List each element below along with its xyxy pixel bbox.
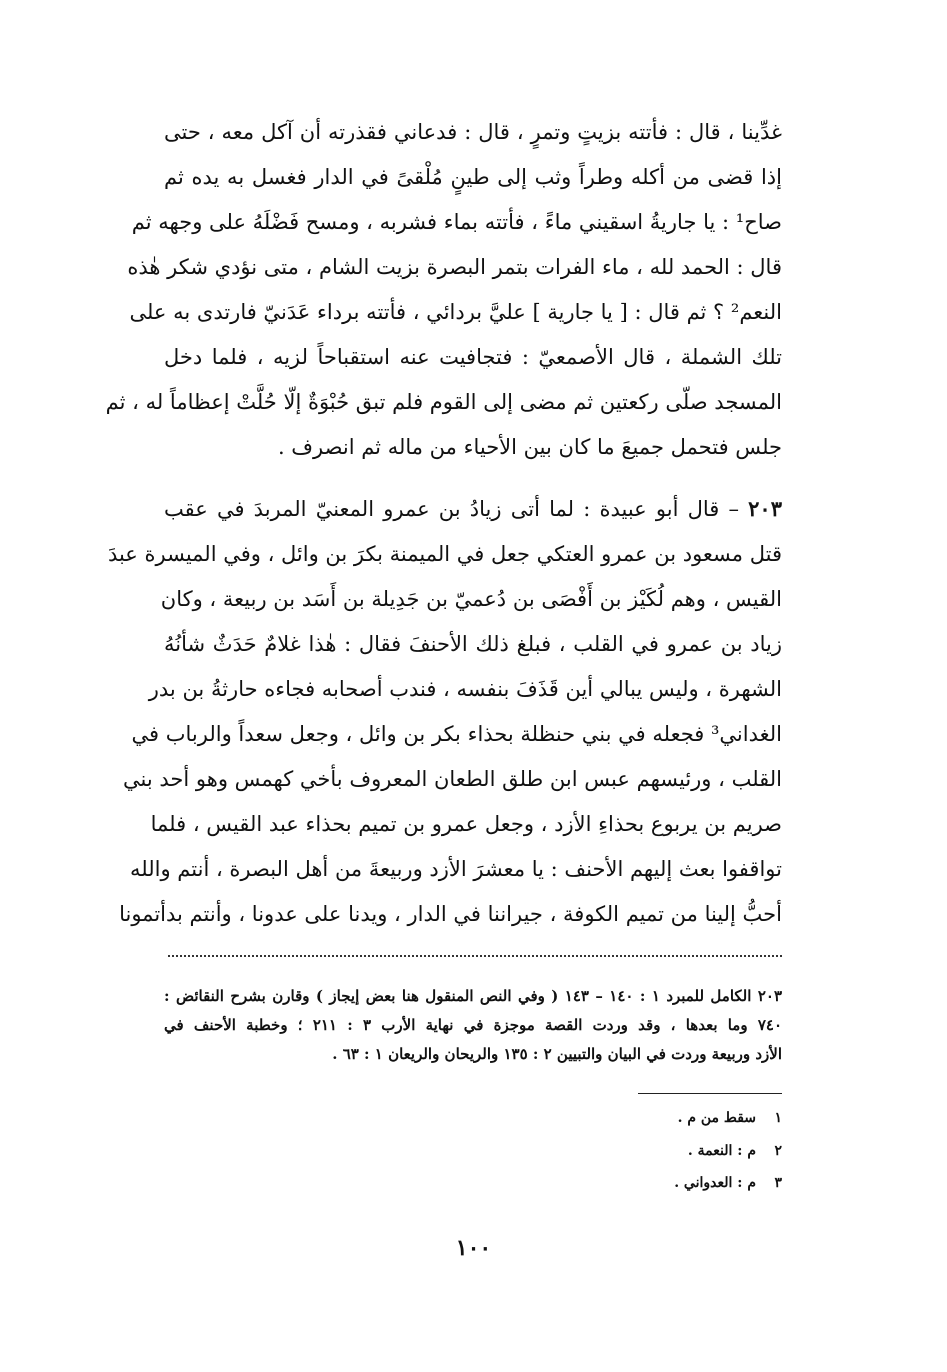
variant-note-3: [674, 1172, 782, 1194]
body-line-4: قال : الحمد لله ، ماء الفرات بتمر البصرة بزيت الشام ، متى نؤدي شكر هٰذه: [127, 255, 782, 279]
body-line-1: غدِّينا ، قال : فأتته بزيتٍ وتمرٍ ، قال : فدعاني فقذرته أن آكل معه ، حتى: [164, 120, 782, 144]
variant-note-text: سقط من م .: [677, 1110, 756, 1126]
variant-note-text: م : النعمة .: [687, 1143, 756, 1159]
body-line-6: تلك الشملة ، قال الأصمعيّ : فتجافيت عنه استقباحاً لزيه ، فلما دخل: [164, 345, 782, 369]
body-line-5: النعم² ؟ ثم قال : [ يا جارية ] عليَّ بردائي ، فأتته برداء عَدَنيّ فارتدى به على: [129, 300, 782, 324]
section-line-9: تواقفوا بعث إليهم الأحنف : يا معشرَ الأزد وربيعةَ من أهل البصرة ، أنتم والله: [130, 857, 782, 881]
footnote-separator-solid: [638, 1093, 782, 1094]
variant-note-number: ٣: [774, 1175, 782, 1191]
body-line-7: المسجد صلّى ركعتين ثم مضى إلى القوم فلم تبق حُبْوَةٌ إلّا حُلَّتْ إعظاماً له ، ثم: [105, 390, 782, 414]
source-note-line-2: ٧٤٠ وما بعدها ، وقد وردت القصة موجزة في نهاية الأرب ٣ : ٢١١ ؛ وخطبة الأحنف في: [164, 1016, 782, 1034]
variant-note-1: [678, 1107, 782, 1129]
section-first-text: – قال أبو عبيدة : لما أتى زيادُ بن عمرو المعنيّ المربدَ في عقب: [164, 497, 749, 521]
section-line-5: الشهرة ، وليس يبالي أين قَذَفَ بنفسه ، فندب أصحابه فجاءه حارثةُ بن بدر: [148, 677, 782, 701]
section-line-3: القيس ، وهم لُكَيْز بن أَفْصَى بن دُعميّ بن جَدِيلة بن أَسَد بن ربيعة ، وكان: [160, 587, 782, 611]
section-line-10: أحبُّ إلينا من تميم الكوفة ، جيراننا في الدار ، ويدنا على عدونا ، وأنتم بدأتمونا: [119, 902, 782, 926]
body-line-8: جلس فتحمل جميعَ ما كان بين الأحياء من ماله ثم انصرف .: [277, 435, 782, 459]
body-line-3: صاح¹ : يا جاريةُ اسقيني ماءً ، فأتته بماء فشربه ، ومسح فَضْلَهُ على وجهه ثم: [131, 210, 782, 234]
section-first-line: [164, 494, 782, 524]
section-line-8: صريم بن يربوع بحذاءِ الأزد ، وجعل عمرو بن تميم بحذاء عبد القيس ، فلما: [150, 812, 782, 836]
source-note-line-3: الأزد وربيعة وردت في البيان والتبيين ٢ : ١٣٥ والريحان والريعان ١ : ٦٣ .: [332, 1045, 782, 1063]
source-note-line-1: ٢٠٣ الكامل للمبرد ١ : ١٤٠ – ١٤٣ ( وفي النص المنقول هنا بعض إيجاز ) وقارن بشرح النقائض :: [164, 987, 782, 1005]
variant-note-text: م : العدواني .: [674, 1175, 756, 1191]
section-line-2: قتل مسعود بن عمرو العتكي جعل في الميمنة بكرَ بن وائل ، وفي الميسرة عبدَ: [107, 542, 782, 566]
section-line-7: القلب ، ورئيسهم عبس ابن طلق الطعان المعروف بأخي كهمس وهو أحد بني: [123, 767, 782, 791]
variant-note-2: [688, 1140, 782, 1162]
section-number: ٢٠٣: [748, 496, 782, 521]
variant-note-number: ٢: [774, 1143, 782, 1159]
section-line-4: زياد بن عمرو في القلب ، فبلغ ذلك الأحنفَ فقال : هٰذا غلامٌ حَدَثٌ شأنُهُ: [164, 632, 782, 656]
footnote-separator-dotted: [168, 955, 782, 957]
body-line-2: إذا قضى من أكله وطراً وثب إلى طينٍ مُلْقىً في الدار فغسل به يده ثم: [164, 165, 782, 189]
variant-note-number: ١: [774, 1110, 782, 1126]
section-line-6: الغداني³ فجعله في بني حنظلة بحذاء بكر بن وائل ، وجعل سعداً والرباب في: [131, 722, 782, 746]
page-number: ١٠٠: [455, 1235, 492, 1261]
